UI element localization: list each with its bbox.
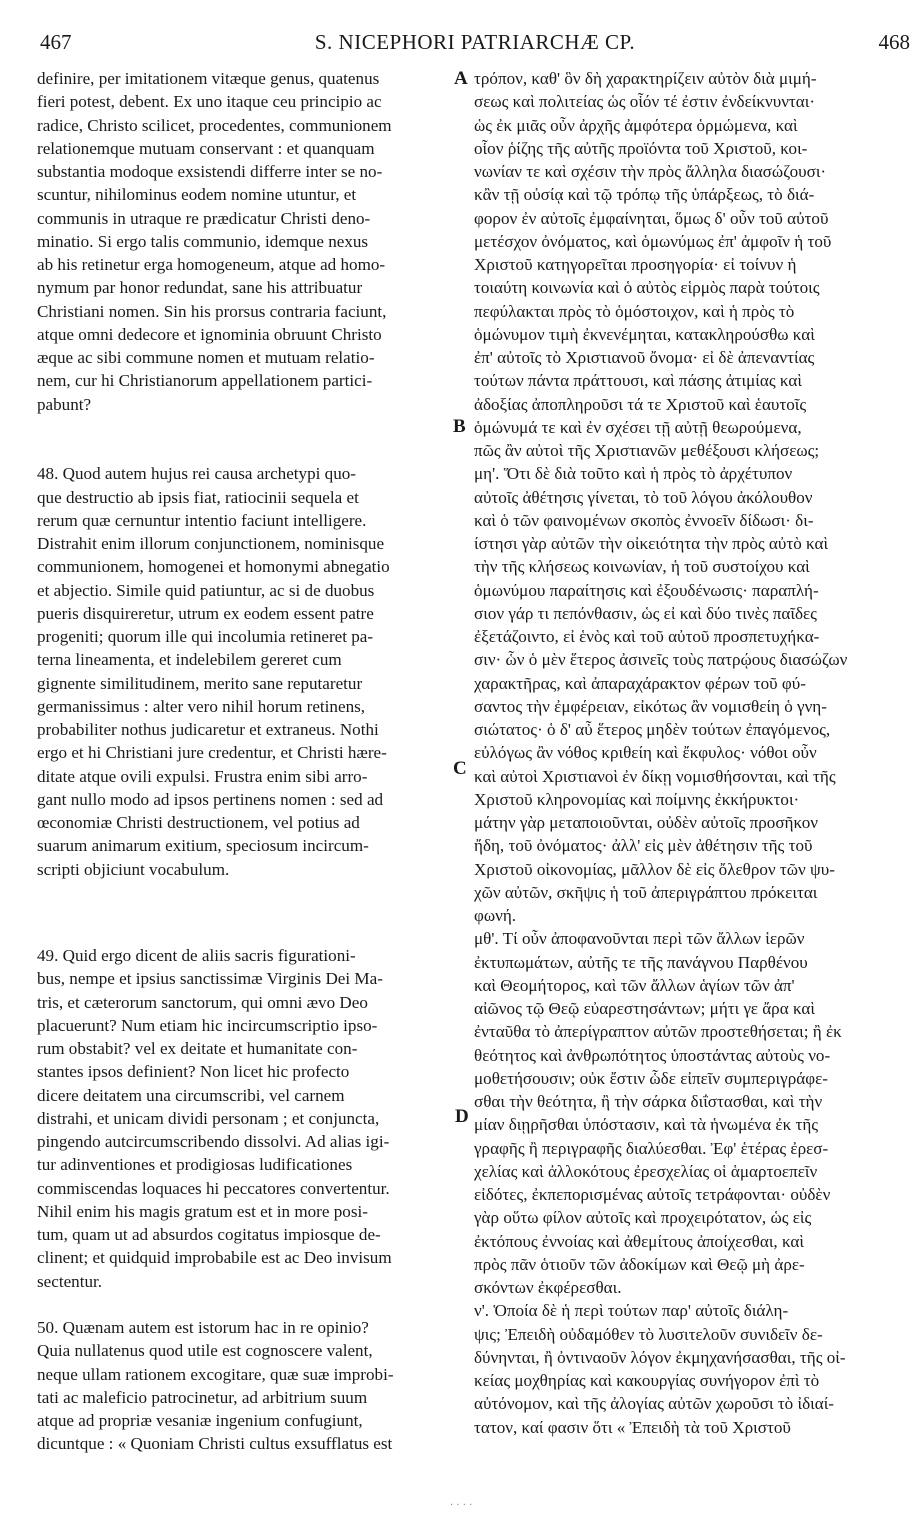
text-line: φωνή.	[474, 906, 517, 925]
text-line: germanissimus : alter vero nihil horum retinens,	[37, 696, 366, 716]
text-line: terna lineamenta, et indelebilem gereret cum	[37, 650, 342, 670]
text-line: Nihil enim his magis gratum est et in more posi-	[37, 1201, 368, 1221]
text-line: κἂν τῇ οὐσίᾳ καὶ τῷ τρόπῳ τῆς ὑπάρξεως, τὸ διά-	[474, 185, 815, 205]
text-line: πρὸς πᾶν ὁτιοῦν τῶν ἀδοκίμων καὶ Θεῷ μὴ ἀρε-	[474, 1254, 805, 1274]
greek-column	[474, 67, 911, 1439]
text-line: μάτην γὰρ μεταποιοῦνται, οὐδὲν αὐτοῖς προσῆκον	[474, 813, 818, 832]
text-line: 49. Quid ergo dicent de aliis sacris figurationi-	[37, 946, 356, 965]
text-line: χῶν αὐτῶν, σκῆψις ἡ τοῦ ἀπεριγράπτου πρόκειται	[474, 882, 818, 902]
text-line: ὡς ἐκ μιᾶς οὖν ἀρχῆς ἀμφότερα ὁρμώμενα, καὶ	[474, 115, 798, 135]
text-line: 48. Quod autem hujus rei causa archetypi quo-	[37, 464, 356, 484]
text-line: ἐξετάζοιντο, εἰ ἑνὸς καὶ τοῦ αὐτοῦ προσπετυχήκα-	[474, 627, 820, 646]
text-line: clinent; et quidquid improbabile est ac Deo invisum	[37, 1248, 392, 1268]
text-line: ὁμώνυμά τε καὶ ἐν σχέσει τῇ αὐτῇ θεωρούμενα,	[474, 417, 802, 437]
text-line: τούτων πάντα πράττουσι, καὶ πάσης ἀτιμίας καὶ	[474, 371, 802, 391]
text-line: σιώτατος· ὁ δ' αὖ ἕτερος μηδὲν τούτων ἐπαγόμενος,	[474, 720, 831, 739]
text-line: αὐτοῖς ἀθέτησις γίνεται, τὸ τοῦ λόγου ἀκόλουθον	[474, 487, 813, 507]
text-line: 50. Quænam autem est istorum hac in re opinio?	[37, 1318, 369, 1337]
text-line: καὶ ὁ τῶν φαινομένων σκοπὸς ἐννοεῖν δίδωσι· δι-	[474, 510, 814, 530]
text-line: Quia nullatenus quod utile est cognoscere valent,	[37, 1341, 373, 1361]
text-line: αὐτόνομον, καὶ τῆς ἀλογίας αὐτῶν χωροῦσι τὸ ἰδιαί-	[474, 1394, 835, 1414]
text-line: Χριστοῦ κατηγορεῖται προσηγορία· εἰ τοίνυν ἡ	[474, 255, 797, 274]
text-line: definire, per imitationem vitæque genus, quatenus	[37, 69, 380, 88]
text-line: μθ'. Τί οὖν ἀποφανοῦνται περὶ τῶν ἄλλων ἱερῶν	[474, 929, 805, 949]
text-line: ὁμωνύμου παραίτησις καὶ ἐξουδένωσις· παραπλή-	[474, 580, 819, 600]
text-line: nem, cur hi Christianorum appellationem partici-	[37, 371, 373, 391]
margin-marker-b: B	[453, 416, 466, 437]
text-line: ergo et hi Christiani jure credentur, et Christi hære-	[37, 743, 387, 763]
text-line: σαντος τὴν ἐμφέρειαν, εἰκότως ἂν νομισθείη ὁ γνη-	[474, 696, 827, 716]
text-line: καὶ Θεομήτορος, καὶ τῶν ἄλλων ἁγίων τῶν ἀπ'	[474, 975, 795, 995]
blank-line	[37, 921, 458, 944]
text-line: σιν· ὧν ὁ μὲν ἕτερος ἀσινεῖς τοὺς πατρῴους διασώζων	[474, 650, 848, 670]
text-line: χαρακτῆρας, καὶ ἀπαραχάρακτον φέρων τοῦ φύ-	[474, 673, 806, 693]
text-line: bus, nempe et ipsius sanctissimæ Virginis Dei Ma-	[37, 969, 383, 989]
text-line: tati ac maleficio patrocinetur, ad arbitrium suum	[37, 1387, 368, 1407]
margin-marker-a: A	[454, 68, 468, 89]
text-line: gant nullo modo ad ipsos pertinens nomen : sed ad	[37, 789, 384, 809]
text-line: ν'. Ὁποία δὲ ἡ περὶ τούτων παρ' αὐτοῖς διάλη-	[474, 1301, 789, 1321]
text-line: atque omni dedecore et ignominia obruunt Christo	[37, 324, 382, 344]
text-line: gignente similitudinem, merito sane reputaretur	[37, 673, 363, 693]
text-line: ab his retinetur erga homogeneum, atque ad homo-	[37, 255, 386, 274]
text-line: σθαι τὴν θεότητα, ἢ τὴν σάρκα διΐστασθαι, καὶ τὴν	[474, 1092, 823, 1111]
text-line: Distrahit enim illorum conjunctionem, nominisque	[37, 534, 385, 553]
text-line: αἰῶνος τῷ Θεῷ εὐαρεστησάντων; μήτι γε ἄρα καὶ	[474, 999, 815, 1018]
text-line: et abjectio. Simile quid patiuntur, ac si de duobus	[37, 580, 375, 600]
text-line: μετέσχον ὀνόματος, καὶ ὁμωνύμως ἐπ' ἀμφοῖν ἡ τοῦ	[474, 231, 832, 251]
text-line: ίστησι γὰρ αὐτῶν τὴν οἰκειότητα τὴν πρὸς αὐτὸ καὶ	[474, 534, 829, 553]
text-line: minatio. Si ergo talis communio, idemque nexus	[37, 231, 369, 251]
text-line: θεότητος καὶ ἀνθρωπότητος ὑποστάντας αὐτοὺς νο-	[474, 1045, 831, 1065]
text-line: scuntur, nihilominus eodem nomine utuntur, et	[37, 185, 357, 205]
text-line: radice, Christo scilicet, procedentes, communionem	[37, 115, 392, 135]
text-line: neque ullam rationem excogitare, quæ suæ improbi-	[37, 1364, 394, 1384]
text-line: μίαν διῃρῆσθαι ὑπόστασιν, καὶ τὰ ἡνωμένα ἐκ τῆς	[474, 1115, 819, 1135]
text-line: ψις; Ἐπειδὴ οὐδαμόθεν τὸ λυσιτελοῦν συνιδεῖν δε-	[474, 1324, 823, 1344]
blank-line	[37, 1293, 458, 1316]
text-line: communionem, homogenei et homonymi abnegatio	[37, 557, 390, 577]
text-line: stantes ipsos definient? Non licet hic profecto	[37, 1062, 350, 1082]
text-line: σιον γάρ τι πεπόνθασιν, ὡς εἰ καὶ δύο τινὲς παῖδες	[474, 603, 817, 623]
text-line: probabiliter nothus judicaretur et extraneus. Nothi	[37, 720, 379, 739]
text-line: ὁμώνυμον τιμὴ ἐκνενέμηται, κατακληρούσθω καὶ	[474, 324, 815, 344]
text-line: ἤδη, τοῦ ὀνόματος· ἀλλ' εἰς μὲν ἀθέτησιν τῆς τοῦ	[474, 836, 813, 856]
text-line: tur adinventiones et prodigiosas ludificationes	[37, 1155, 353, 1175]
text-line: ditate atque ovili expulsi. Frustra enim sibi arro-	[37, 766, 368, 786]
text-line: σκόντων ἐκφέρεσθαι.	[474, 1278, 622, 1297]
latin-column	[37, 67, 458, 1456]
text-line: τὴν τῆς κλήσεως κοινωνίαν, ἡ τοῦ συστοίχου καὶ	[474, 557, 810, 577]
text-line: Χριστοῦ οἰκονομίας, μᾶλλον δὲ εἰς ὄλεθρον τῶν ψυ-	[474, 859, 835, 879]
text-line: rerum quæ cernuntur intentio faciunt intelligere.	[37, 510, 367, 530]
text-line: pueris disquireretur, utrum ex eodem essent patre	[37, 603, 374, 623]
text-line: ἐπ' αὐτοῖς τὸ Χριστιανοῦ ὄνομα· εἰ δὲ ἀπεναντίας	[474, 348, 815, 367]
page-header	[40, 30, 910, 56]
text-line: placuerunt? Num etiam hic incircumscriptio ipso-	[37, 1015, 378, 1035]
text-line: pingendo autcircumscribendo dissolvi. Ad alias igi-	[37, 1132, 390, 1151]
blank-line	[37, 416, 458, 439]
margin-marker-d: D	[455, 1106, 469, 1127]
text-line: atque ad propriæ vesaniæ ingenium confugiunt,	[37, 1411, 363, 1430]
text-line: φορον ἐν αὐτοῖς ἐμφαίνηται, ὅμως δ' οὖν τοῦ αὐτοῦ	[474, 208, 829, 228]
text-line: πεφύλακται πρὸς τὸ ὁμόστοιχον, καὶ ἡ πρὸς τὸ	[474, 301, 795, 321]
text-line: communis in utraque re prædicatur Christi deno-	[37, 208, 371, 228]
text-line: εὐλόγως ἂν νόθος κριθείη καὶ ἔκφυλος· νόθοι οὖν	[474, 743, 817, 763]
text-line: commiscendas loquaces hi peccatores convertentur.	[37, 1178, 390, 1198]
text-line: δύνηνται, ἢ ὀντιναοῦν λόγον ἐκμηχανήσασθαι, τῆς οἰ-	[474, 1347, 846, 1367]
blank-line	[37, 881, 458, 921]
text-line: sectentur.	[37, 1271, 103, 1291]
text-line: que destructio ab ipsis fiat, ratiocinii sequela et	[37, 487, 359, 507]
text-line: distrahi, et unicam dividi personam ; et conjuncta,	[37, 1108, 380, 1128]
text-line: ἀδοξίας ἀποπληροῦσι τά τε Χριστοῦ καὶ ἑαυτοῖς	[474, 394, 807, 414]
page-number-right: 468	[878, 30, 910, 54]
text-line: Χριστοῦ κληρονομίας καὶ ποίμνης ἐκκήρυκτοι·	[474, 789, 800, 809]
margin-marker-c: C	[453, 758, 467, 779]
text-line: κείας μοχθηρίας καὶ κακουργίας συνήγορον ἐπὶ τὸ	[474, 1371, 820, 1390]
text-line: œconomiæ Christi destructionem, vel potius ad	[37, 813, 360, 832]
text-line: tum, quam ut ad absurdos cogitatus impiosque de-	[37, 1225, 381, 1244]
text-line: μοθετήσουσιν; οὐκ ἔστιν ὧδε εἰπεῖν συμπεριγράφε-	[474, 1068, 828, 1088]
text-line: γραφῆς ἢ περιγραφῆς διαλύεσθαι. Ἐφ' ἑτέρας ἐρεσ-	[474, 1138, 829, 1158]
text-line: ἐκτυπωμάτων, αὐτῆς τε τῆς πανάγνου Παρθένου	[474, 952, 808, 972]
text-line: progeniti; quorum ille qui incolumia retineret pa-	[37, 627, 374, 646]
text-line: οἷον ῥίζης τῆς αὐτῆς προϊόντα τοῦ Χριστοῦ, κοι-	[474, 138, 808, 158]
text-line: σεως καὶ πολιτείας ὡς οἷόν τέ ἐστιν ἐνδείκνυνται·	[474, 92, 816, 112]
text-line: χελίας καὶ ἀλλοκότους ἐρεσχελίας οἱ ἁμαρτοεπεῖν	[474, 1161, 818, 1181]
text-line: τατον, καί φασιν ὅτι « Ἐπειδὴ τὰ τοῦ Χριστοῦ	[474, 1417, 791, 1437]
text-line: νωνίαν τε καὶ σχέσιν τὴν πρὸς ἄλληλα διασώζουσι·	[474, 162, 827, 181]
text-line: γὰρ οὕτω φίλον αὐτοῖς καὶ προχειρότατον, ὡς εἰς	[474, 1208, 812, 1228]
text-line: tris, et cæterorum sanctorum, qui omni ævo Deo	[37, 992, 368, 1012]
text-line: pabunt?	[37, 394, 92, 414]
text-line: εἰδότες, ἐκπεπορισμένας αὐτοῖς τετράφονται· οὐδὲν	[474, 1185, 831, 1204]
running-title: S. NICEPHORI PATRIARCHÆ CP.	[314, 30, 636, 54]
text-line: rum obstabit? vel ex deitate et humanitate con-	[37, 1039, 358, 1058]
text-line: dicere deitatem una circumscribi, vel carnem	[37, 1085, 345, 1105]
text-line: μη'. Ὅτι δὲ διὰ τοῦτο καὶ ἡ πρὸς τὸ ἀρχέτυπον	[474, 464, 793, 484]
text-line: dicuntque : « Quoniam Christi cultus exsufflatus est	[37, 1434, 393, 1454]
text-line: substantia modoque exsistendi differre inter se no-	[37, 162, 383, 181]
text-line: relationemque mutuam conservant : et quanquam	[37, 138, 375, 158]
text-line: πῶς ἂν αὐτοὶ τῆς Χριστιανῶν μεθέξουσι κλήσεως;	[474, 441, 820, 460]
text-line: τοιαύτη κοινωνία καὶ ὁ αὐτὸς εἱρμὸς παρὰ τούτοις	[474, 278, 820, 298]
text-line: scripti objiciunt vocabulum.	[37, 859, 230, 879]
text-line: nymum par honor redundat, sane his attribuatur	[37, 278, 363, 298]
text-line: æque ac sibi commune nomen et mutuam relatio-	[37, 348, 375, 367]
text-line: suarum animarum exitium, speciosum incircum-	[37, 836, 369, 856]
page-number-left: 467	[40, 30, 72, 54]
text-line: Christiani nomen. Sin his prorsus contraria faciunt,	[37, 301, 387, 321]
text-line: καὶ αὐτοὶ Χριστιανοὶ ἐν δίκῃ νομισθήσονται, καὶ τῆς	[474, 766, 836, 786]
text-line: τρόπον, καθ' ὃν δὴ χαρακτηρίζειν αὐτὸν διὰ μιμή-	[474, 69, 817, 88]
text-line: ἐνταῦθα τὸ ἀπερίγραπτον αὐτῶν προστεθήσεται; ἢ ἐκ	[474, 1022, 842, 1042]
text-line: fieri potest, debent. Ex uno itaque ceu principio ac	[37, 92, 382, 112]
blank-line	[37, 439, 458, 462]
text-line: ἐκτόπους ἐννοίας καὶ ἀθεμίτους ἀποίχεσθαι, καὶ	[474, 1231, 804, 1251]
footer-mark: · · · ·	[450, 1500, 473, 1511]
